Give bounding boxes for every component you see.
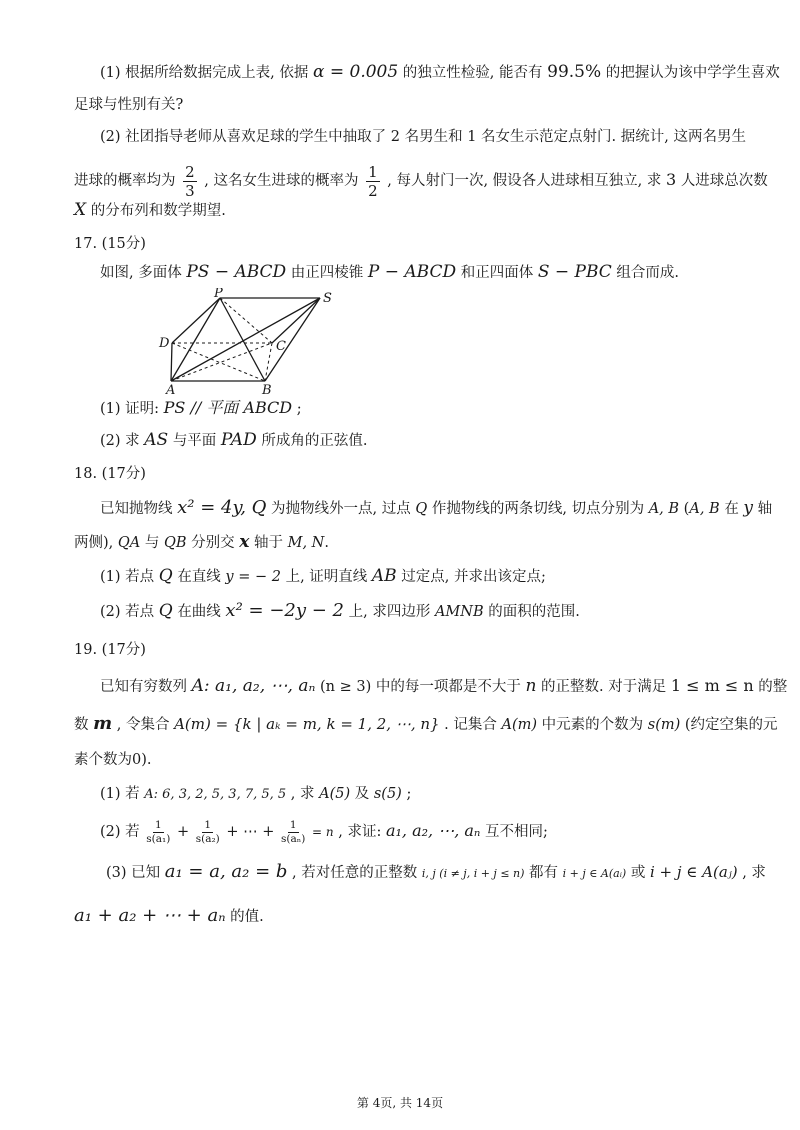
- q18-intro-f: 轴: [757, 501, 773, 517]
- q18-intro-h: 与: [144, 535, 160, 551]
- q17-intro-a: 如图, 多面体: [100, 265, 182, 281]
- q19-heading: 19. (17分): [74, 642, 146, 658]
- line-AB: AB: [371, 566, 397, 586]
- q18-part1-d: 过定点, 并求出该定点;: [401, 569, 546, 585]
- q16-part1-line2: [74, 95, 744, 115]
- q19-intro-line3: [74, 750, 744, 770]
- confidence-percent: 99.5%: [547, 62, 602, 82]
- q16-part2-text-d: , 每人射门一次, 假设各人进球相互独立, 求: [387, 173, 662, 189]
- condition-1: i + j ∈ A(aᵢ): [562, 867, 627, 880]
- q19-part3-line1: [106, 861, 766, 884]
- q17-part2: [100, 430, 744, 451]
- fraction-1-over-s-an: [281, 819, 305, 846]
- q17-part2-e: 所成角的正弦值.: [261, 433, 368, 449]
- q18-heading: 18. (17分): [74, 466, 146, 482]
- q19-part2: [100, 814, 744, 848]
- q16-part2-text-f: 的分布列和数学期望.: [90, 203, 226, 219]
- alpha-expression: α = 0.005: [312, 62, 399, 82]
- polyhedron-figure: [150, 288, 350, 396]
- q17-intro-d: 组合而成.: [616, 265, 680, 281]
- edge-AC-hidden: [171, 343, 272, 381]
- q18-part2-Q: Q: [158, 601, 173, 621]
- q19-p3-f: 的值.: [230, 909, 264, 925]
- q18-points-AB2: A, B: [689, 501, 720, 517]
- set-definition: A(m) = {k | aₖ = m, k = 1, 2, ⋯, n}: [174, 715, 440, 733]
- plus-ellipsis: + ⋯ +: [226, 824, 275, 840]
- indices-ij: i, j (i ≠ j, i + j ≤ n): [421, 867, 525, 880]
- line-QA: QA: [117, 535, 141, 551]
- f1-den: s(a₁): [146, 832, 171, 845]
- q18-part1-Q: Q: [158, 566, 173, 586]
- q19-l1-d: 的整: [758, 679, 788, 695]
- q18-part2-d: 的面积的范围.: [488, 604, 580, 620]
- q19-l2-e: (约定空集的元: [684, 717, 778, 733]
- f1-num: 1: [154, 818, 162, 831]
- line-QB: QB: [163, 535, 187, 551]
- label-A: A: [166, 383, 176, 396]
- q17-intro-c: 和正四面体: [460, 265, 534, 281]
- q19-p1-d: ;: [406, 786, 412, 802]
- solid-PS-ABCD: PS − ABCD: [186, 262, 287, 282]
- set-A5: A(5): [319, 786, 351, 802]
- q16-part1-text-a: (1) 根据所给数据完成上表, 依据: [100, 65, 309, 81]
- q17-part1-statement: PS // 平面 ABCD: [163, 398, 293, 417]
- q17-intro: [100, 262, 744, 283]
- curve-equation: x² = −2y − 2: [225, 600, 344, 621]
- f3-den: s(aₙ): [281, 832, 306, 845]
- q18-part1: [100, 566, 744, 587]
- f2-num: 1: [204, 818, 212, 831]
- edge-AS: [171, 298, 320, 381]
- q19-l3: 素个数为0).: [74, 752, 152, 768]
- count-three: 3: [666, 170, 677, 189]
- q18-part2-b: 在曲线: [177, 604, 221, 620]
- q18-intro-k: .: [324, 535, 329, 551]
- label-B: B: [262, 383, 272, 396]
- f3-num: 1: [289, 818, 297, 831]
- q19-l1-c: 的正整数. 对于满足: [541, 679, 667, 695]
- q18-part2-c: 上, 求四边形: [348, 604, 431, 620]
- q19-l1-a: 已知有穷数列: [100, 679, 187, 695]
- edge-PA: [171, 298, 220, 381]
- fraction-1-over-s-a1: [146, 819, 170, 846]
- q16-part1-text-c: 的把握认为该中学学生喜欢: [605, 65, 780, 81]
- edge-PC-hidden: [220, 298, 272, 343]
- q18-part2-a: (2) 若点: [100, 604, 155, 620]
- q16-part2-text-b: 进球的概率均为: [74, 173, 176, 189]
- edge-SB: [265, 298, 320, 381]
- points-MN: M, N: [287, 535, 325, 551]
- solid-S-PBC: S − PBC: [537, 262, 612, 282]
- q16-part2-line3: [74, 200, 744, 221]
- q18-intro-line2: [74, 532, 744, 553]
- f2-den: s(a₂): [195, 832, 220, 845]
- q18-part1-a: (1) 若点: [100, 569, 155, 585]
- q18-intro-d: (: [683, 501, 690, 517]
- q18-intro-line1: [100, 497, 773, 519]
- q18-points-AB: A, B: [648, 501, 680, 517]
- q19-p2-a: (2) 若: [100, 824, 140, 840]
- given-a1-a2: a₁ = a, a₂ = b: [164, 861, 288, 882]
- q19-p3-d: 或: [630, 865, 646, 881]
- set-Am: A(m): [501, 717, 538, 733]
- q18-intro-g: 两侧),: [74, 535, 114, 551]
- q19-p1-b: , 求: [290, 786, 315, 802]
- q19-p3-c: 都有: [529, 865, 559, 881]
- fraction-one-half: [366, 163, 380, 200]
- edge-PB: [220, 298, 265, 381]
- q19-l1-b: 中的每一项都是不大于: [375, 679, 521, 695]
- q19-l2-d: 中元素的个数为: [541, 717, 644, 733]
- count-sm: s(m): [647, 717, 681, 733]
- q17-intro-b: 由正四棱锥: [290, 265, 364, 281]
- axis-x: x: [239, 532, 250, 552]
- edge-DB-hidden: [172, 343, 265, 381]
- segment-AS: AS: [144, 430, 169, 450]
- q19-p2-b: , 求证:: [338, 824, 382, 840]
- q16-part1-text-b: 的独立性检验, 能否有: [402, 65, 543, 81]
- q19-part3-line2: [74, 906, 744, 927]
- q16-part2-text-c: , 这名女生进球的概率为: [204, 173, 359, 189]
- quadrilateral-AMNB: AMNB: [434, 604, 484, 620]
- variable-X: X: [74, 200, 87, 220]
- edge-DA: [171, 343, 172, 381]
- q16-part1-text-d: 足球与性别有关?: [74, 97, 184, 113]
- frac2-denominator: 2: [368, 181, 378, 200]
- q17-part2-a: (2) 求: [100, 433, 140, 449]
- q19-intro-line1: [100, 676, 788, 697]
- range-m: 1 ≤ m ≤ n: [670, 676, 754, 695]
- axis-y: y: [743, 498, 754, 518]
- q18-intro-a: 已知抛物线: [100, 501, 173, 517]
- label-P: P: [214, 288, 223, 301]
- q19-p3-e: , 求: [742, 865, 766, 881]
- q19-p1-c: 及: [354, 786, 370, 802]
- variable-m: m: [93, 713, 113, 734]
- sequence-A: A: a₁, a₂, ⋯, aₙ: [191, 676, 316, 696]
- q19-p2-c: 互不相同;: [485, 824, 548, 840]
- q19-l2-a: 数: [74, 717, 89, 733]
- fraction-1-over-s-a2: [196, 819, 220, 846]
- example-sequence: A: 6, 3, 2, 5, 3, 7, 5, 5: [144, 787, 287, 802]
- equals-n: = n: [312, 825, 334, 839]
- q17-part1-a: (1) 证明:: [100, 401, 160, 417]
- q17-part1-c: ;: [296, 401, 302, 417]
- line-equation: y = − 2: [225, 569, 281, 585]
- q19-intro-line2: [74, 713, 778, 735]
- label-C: C: [276, 339, 286, 354]
- q18-intro-e: 在: [724, 501, 739, 517]
- page-footer: 第 4页, 共 14页: [356, 1096, 444, 1110]
- frac1-numerator: 2: [185, 162, 195, 181]
- plus-sign: +: [176, 824, 190, 840]
- edge-PD: [172, 298, 220, 343]
- q17-part2-c: 与平面: [172, 433, 217, 449]
- q16-part2-line1: [100, 127, 744, 147]
- q19-p3-b: , 若对任意的正整数: [292, 865, 418, 881]
- fraction-two-thirds: [183, 163, 197, 200]
- count-s5: s(5): [373, 786, 402, 802]
- label-D: D: [159, 336, 170, 351]
- frac1-denominator: 3: [185, 181, 195, 200]
- q18-intro-b: 为抛物线外一点, 过点: [271, 501, 411, 517]
- q19-p3-a: (3) 已知: [106, 865, 161, 881]
- q18-intro-i: 分别交: [191, 535, 235, 551]
- q18-part1-b: 在直线: [177, 569, 221, 585]
- q17-heading: 17. (15分): [74, 236, 146, 252]
- parabola-equation: x² = 4y, Q: [177, 497, 267, 518]
- q16-part2-line2: [74, 160, 768, 200]
- q18-part2: [100, 601, 744, 622]
- q16-part2-text-a: (2) 社团指导老师从喜欢足球的学生中抽取了 2 名男生和 1 名女生示范定点射门. 据统计, 这两名男生: [100, 129, 746, 145]
- q19-l2-c: . 记集合: [444, 717, 497, 733]
- variable-n: n: [525, 676, 537, 696]
- condition-n: (n ≥ 3): [319, 679, 372, 695]
- q18-intro-c: 作抛物线的两条切线, 切点分别为: [431, 501, 645, 517]
- plane-PAD: PAD: [220, 430, 257, 450]
- q16-part2-text-e: 人进球总次数: [680, 173, 768, 189]
- solid-P-ABCD: P − ABCD: [367, 262, 457, 282]
- q19-l2-b: , 令集合: [116, 717, 170, 733]
- q18-intro-j: 轴于: [253, 535, 283, 551]
- condition-2: i + j ∈ A(aⱼ): [649, 863, 738, 881]
- q17-part1: [100, 398, 744, 419]
- q16-part1-line1: [100, 62, 780, 83]
- sum-expression: a₁ + a₂ + ⋯ + aₙ: [74, 905, 226, 926]
- q19-part1: [100, 784, 744, 805]
- frac2-numerator: 1: [368, 162, 378, 181]
- q18-part1-c: 上, 证明直线: [285, 569, 368, 585]
- label-S: S: [323, 291, 332, 306]
- q18-point-Q: Q: [415, 501, 428, 517]
- q19-p1-a: (1) 若: [100, 786, 140, 802]
- sequence-terms: a₁, a₂, ⋯, aₙ: [385, 821, 481, 840]
